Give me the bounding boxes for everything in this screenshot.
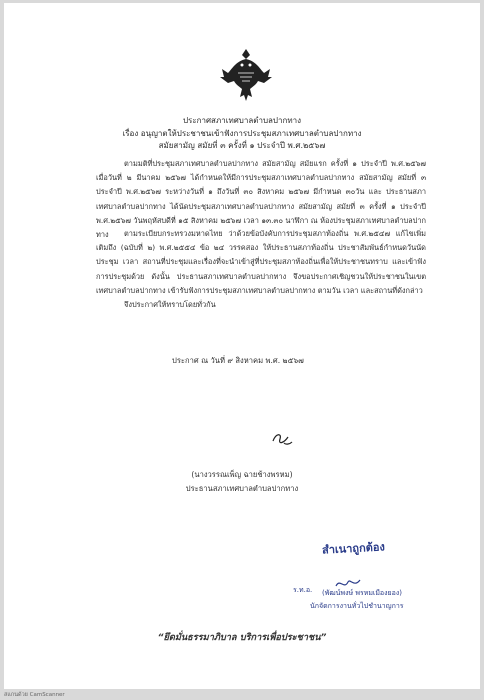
- garuda-emblem-icon: [218, 47, 274, 103]
- announcement-title: ประกาศสภาเทศบาลตำบลปากทาง: [182, 116, 302, 125]
- dated-line: ประกาศ ณ วันที่ ๙ สิงหาคม พ.ศ. ๒๕๖๗: [172, 356, 304, 365]
- slogan: “ยึดมั่นธรรมาภิบาล บริการเพื่อประชาชน”: [157, 632, 327, 643]
- paragraph-3-text: ตามระเบียบกระทรวงมหาดไทย ว่าด้วยข้อบังคับการประชุมสภาท้องถิ่น พ.ศ.๒๕๔๗ แก้ไขเพิ่มเติมถึง (ฉบับที่ ๒) พ.ศ.๒๕๕๔ ข้อ ๒๔ วรรคสอง ให้ประธานสภาท้องถิ่น ประชาสัมพันธ์กำหนดวันนัดประชุม เวลา สถานที่ประชุมและเรื่องที่จะนำเข้าสู่ที่ประชุมสภาท้องถิ่นเพื่อให้ประชาชนทราบ และเข้าฟังการประชุมด้วย ดังนั้น ประธานสภาเทศบาลตำบลปากทาง จึงขอประกาศเชิญชวนให้ประชาชนในเขตเทศบาลตำบลปากทาง เข้ารับฟังการประชุมสภาเทศบาลตำบลปากทาง ตามวัน เวลา และสถานที่ดังกล่าว: [96, 229, 426, 295]
- initials: ร.ท.อ.: [293, 586, 313, 594]
- scanner-watermark: สแกนด้วย CamScanner: [4, 692, 65, 698]
- paragraph-1-text: ตามมติที่ประชุมสภาเทศบาลตำบลปากทาง สมัยสามัญ สมัยแรก ครั้งที่ ๑ ประจำปี พ.ศ.๒๕๖๗ เมื่อวันที่ ๒ มีนาคม ๒๕๖๗ ได้กำหนดให้มีการประชุมสภาเทศบาลตำบลปากทาง สมัยสามัญ สมัยที่ ๓ ประจำปี พ.ศ.๒๕๖๗ ระหว่างวันที่ ๑ ถึงวันที่ ๓๐ สิงหาคม ๒๕๖๗ มีกำหนด ๓๐วัน และ: [96, 159, 426, 197]
- certified-copy-stamp: สำเนาถูกต้อง: [321, 540, 386, 557]
- signer-name: (นางวรรณเพ็ญ ฉายช้างพรหม): [191, 470, 293, 479]
- certifier-title: นักจัดการงานทั่วไปชำนาญการ: [310, 602, 404, 610]
- document-page: [4, 3, 480, 689]
- signer-title: ประธานสภาเทศบาลตำบลปากทาง: [185, 484, 299, 493]
- paragraph-3: [96, 227, 426, 312]
- signature-icon: [270, 429, 294, 447]
- announcement-subject: เรื่อง อนุญาตให้ประชาชนเข้าฟังการประชุมสภาเทศบาลตำบลปากทาง: [122, 129, 362, 138]
- paragraph-2-text: ประธานสภาเทศบาลตำบลปากทาง ได้นัดประชุมสภาเทศบาลตำบลปากทาง สมัยสามัญ สมัยที่ ๓ ครั้งที่ ๑ ประจำปี พ.ศ.๒๕๖๗ วันพฤหัสบดีที่ ๑๕ สิงหาคม ๒๕๖๗ เวลา ๑๓.๓๐ นาฬิกา ณ ห้องประชุมสภาเทศบาลตำบลปากทาง: [96, 187, 426, 240]
- certifier-name: (พัฒน์พงษ์ พรหมเมืองยอง): [322, 589, 403, 597]
- closing-line: จึงประกาศให้ทราบโดยทั่วกัน: [124, 300, 216, 310]
- session-line: สมัยสามัญ สมัยที่ ๓ ครั้งที่ ๑ ประจำปี พ.ศ.๒๕๖๗: [158, 141, 326, 150]
